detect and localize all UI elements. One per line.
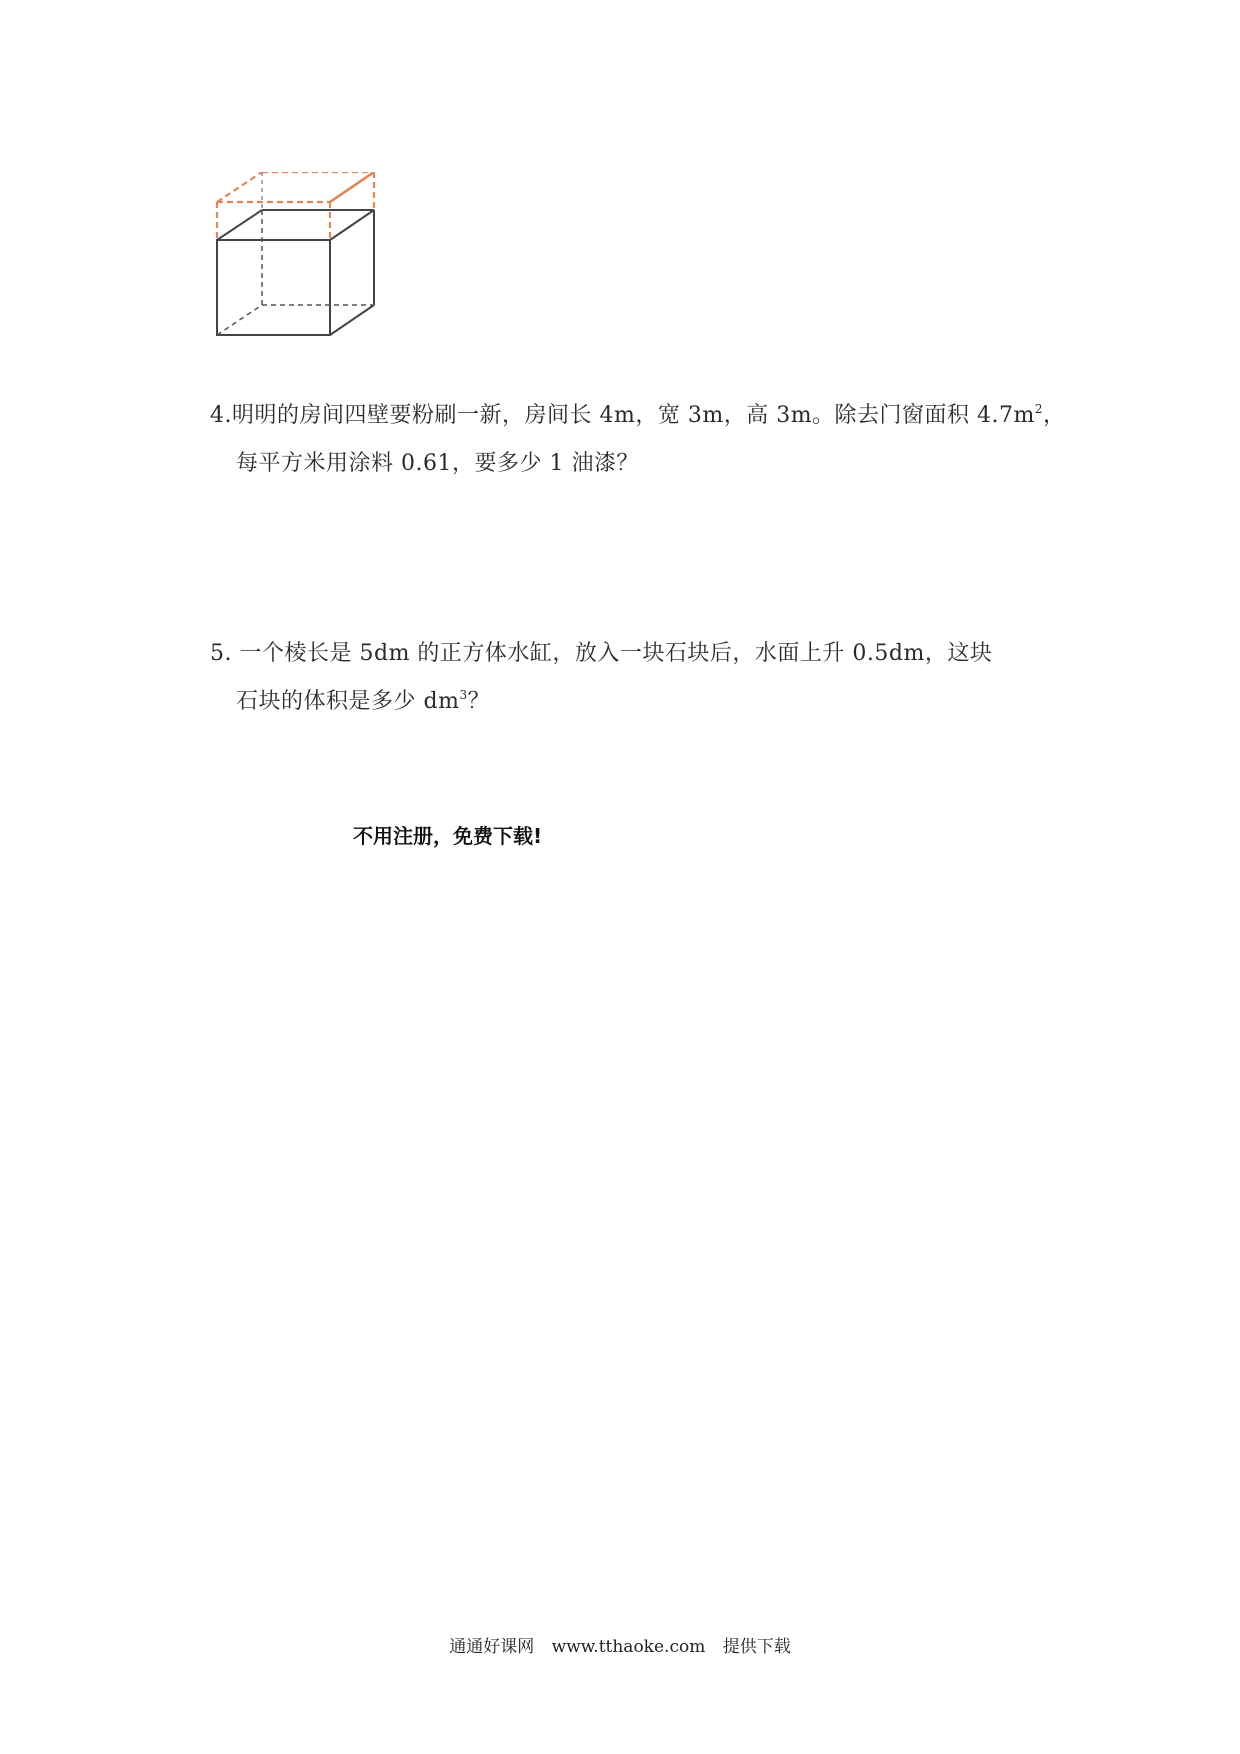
question-4-line-2: 每平方米用涂料 0.61，要多少 1 油漆？ [236,451,639,476]
question-4-line-1 [210,392,1066,440]
question-5-number: 5. [210,641,232,666]
cuboid-front-face [217,240,330,335]
cuboid-hidden-bottom-left-edge [217,305,262,335]
cuboid-hidden-edges [217,210,374,335]
question-4-text-b: ， [1043,403,1066,428]
question-5-superscript: 3 [459,688,468,702]
footer-site-name: 通通好课网 [449,1637,535,1657]
question-5-line-1 [210,630,1060,678]
question-4-superscript: 2 [1034,402,1044,416]
cuboid-water-rise-figure [212,172,412,337]
footer-url[interactable]: www.tthaoke.com [551,1637,706,1657]
question-5 [210,630,1060,726]
question-4 [210,392,1066,488]
raised-top-right-edge [330,172,374,202]
cuboid-bottom-right-edge [330,305,374,335]
question-5-text-b: ？ [467,689,491,714]
question-4-text-a: 明明的房间四壁要粉刷一新，房间长 4m，宽 3m，高 3m。除去门窗面积 4.7m [232,403,1035,428]
cuboid-solid-edges [217,210,374,335]
cuboid-top-right-edge [330,210,374,240]
question-4-number: 4. [210,403,232,428]
cuboid-top-left-edge [217,210,262,240]
question-5-text-a: 石块的体积是多少 dm [236,689,460,714]
raised-top-left-edge [217,172,262,202]
page-footer [0,1632,1240,1657]
footer-suffix: 提供下载 [722,1637,791,1657]
question-5-line-2 [210,678,1060,726]
free-download-notice: 不用注册，免费下载! [353,824,543,848]
question-5-text: 一个棱长是 5dm 的正方体水缸，放入一块石块后，水面上升 0.5dm，这块 [232,641,993,666]
raised-section-edges [217,172,374,240]
